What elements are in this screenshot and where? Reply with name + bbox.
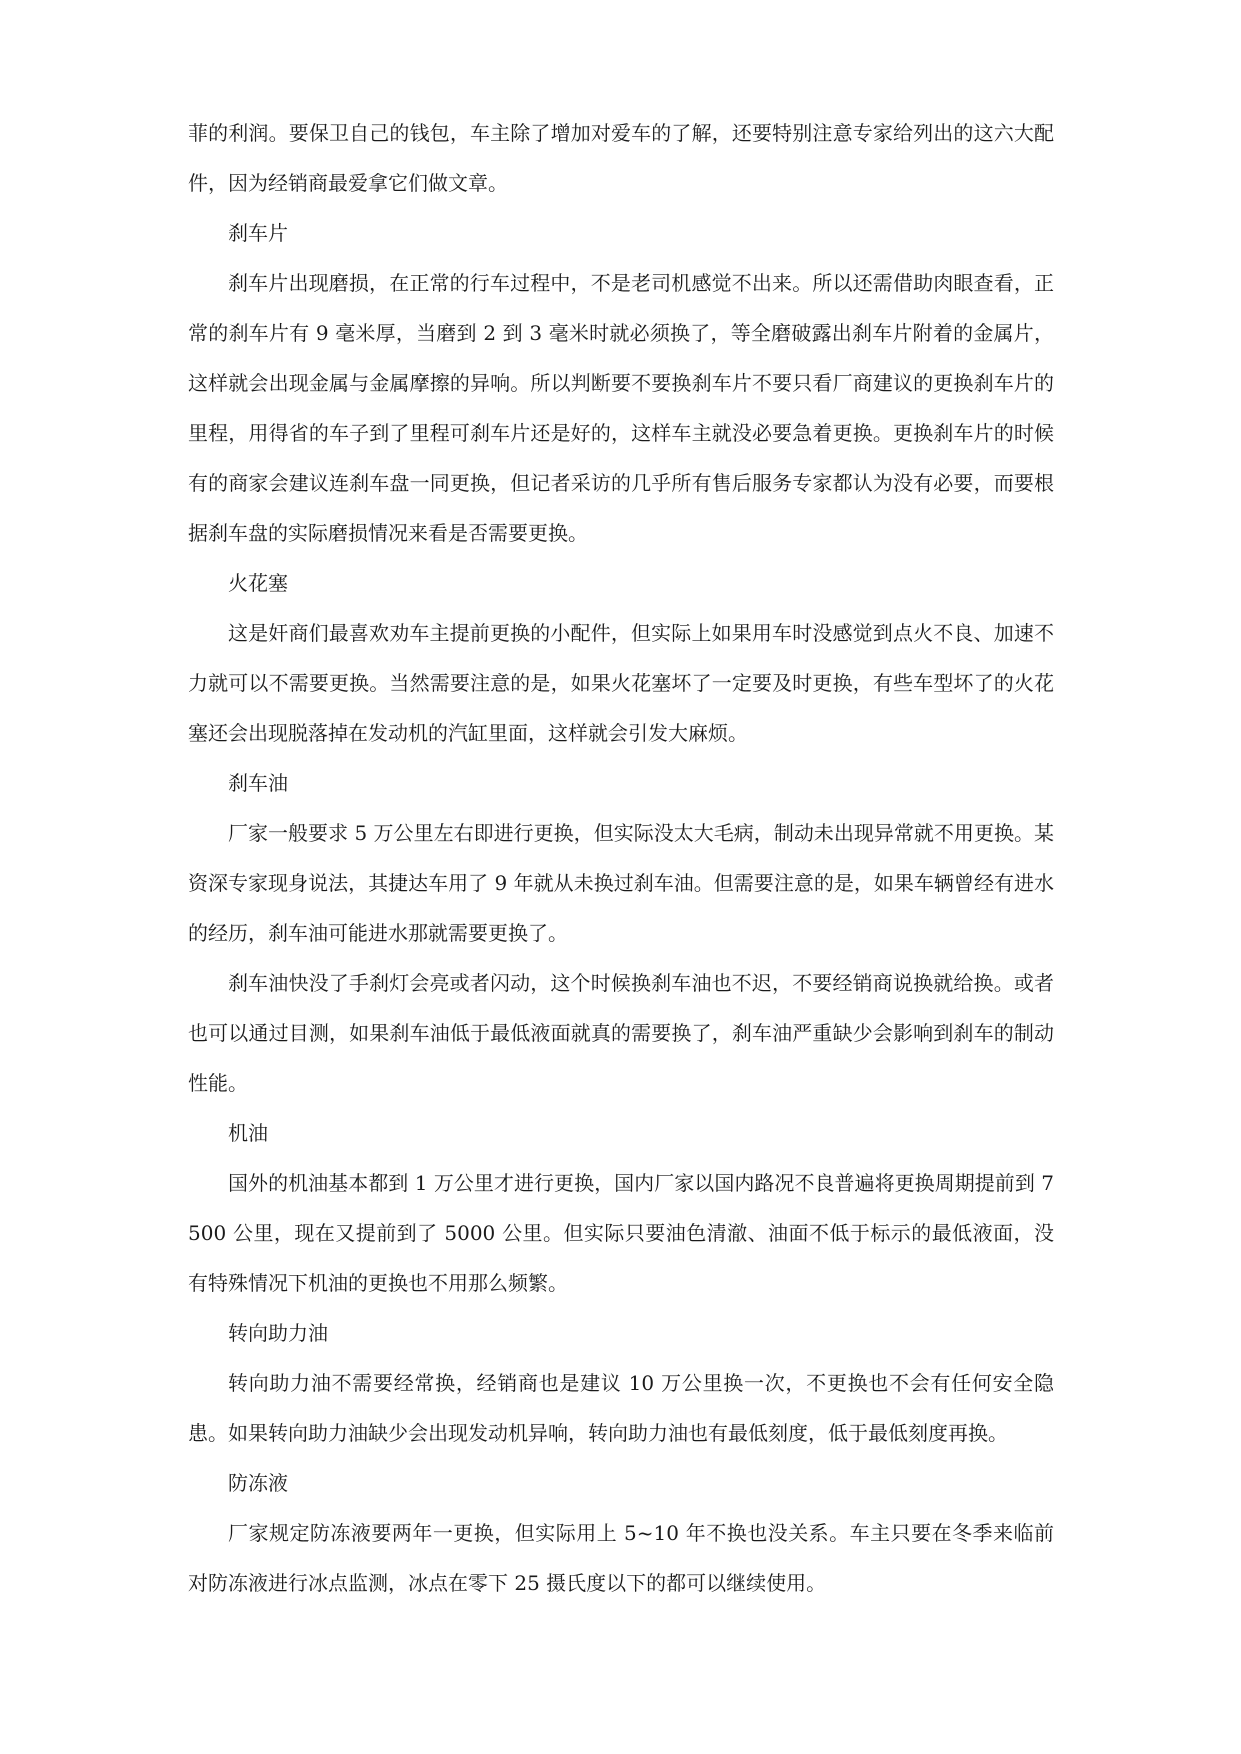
section-heading: 火花塞 (228, 571, 288, 595)
body-paragraph: 这是奸商们最喜欢劝车主提前更换的小配件，但实际上如果用车时没感觉到点火不良、加速不力就可以不需要更换。当然需要注意的是，如果火花塞坏了一定要及时更换，有些车型坏了的火花塞还会出现脱落掉在发动机的汽缸里面，这样就会引发大麻烦。 (188, 621, 1054, 745)
section-heading: 刹车片 (228, 221, 288, 245)
section-heading: 刹车油 (228, 771, 288, 795)
body-paragraph: 菲的利润。要保卫自己的钱包，车主除了增加对爱车的了解，还要特别注意专家给列出的这六大配件，因为经销商最爱拿它们做文章。 (188, 121, 1054, 195)
section-heading: 转向助力油 (228, 1321, 328, 1345)
section-heading: 机油 (228, 1121, 268, 1145)
body-paragraph: 厂家规定防冻液要两年一更换，但实际用上 5~10 年不换也没关系。车主只要在冬季来临前对防冻液进行冰点监测，冰点在零下 25 摄氏度以下的都可以继续使用。 (188, 1521, 1054, 1595)
body-paragraph: 厂家一般要求 5 万公里左右即进行更换，但实际没太大毛病，制动未出现异常就不用更换。某资深专家现身说法，其捷达车用了 9 年就从未换过刹车油。但需要注意的是，如果车辆曾经有进水的经历，刹车油可能进水那就需要更换了。 (188, 821, 1054, 945)
body-paragraph: 转向助力油不需要经常换，经销商也是建议 10 万公里换一次，不更换也不会有任何安全隐患。如果转向助力油缺少会出现发动机异响，转向助力油也有最低刻度，低于最低刻度再换。 (188, 1371, 1054, 1445)
section-heading: 防冻液 (228, 1471, 288, 1495)
body-paragraph: 国外的机油基本都到 1 万公里才进行更换，国内厂家以国内路况不良普遍将更换周期提前到 7500 公里，现在又提前到了 5000 公里。但实际只要油色清澈、油面不低于标示的最低液面，没有特殊情况下机油的更换也不用那么频繁。 (188, 1171, 1054, 1295)
document-page (188, 108, 1054, 1608)
body-paragraph: 刹车片出现磨损，在正常的行车过程中，不是老司机感觉不出来。所以还需借助肉眼查看，正常的刹车片有 9 毫米厚，当磨到 2 到 3 毫米时就必须换了，等全磨破露出刹车片附着的金属片，这样就会出现金属与金属摩擦的异响。所以判断要不要换刹车片不要只看厂商建议的更换刹车片的里程，用得省的车子到了里程可刹车片还是好的，这样车主就没必要急着更换。更换刹车片的时候有的商家会建议连刹车盘一同更换，但记者采访的几乎所有售后服务专家都认为没有必要，而要根据刹车盘的实际磨损情况来看是否需要更换。 (188, 271, 1054, 545)
body-paragraph: 刹车油快没了手刹灯会亮或者闪动，这个时候换刹车油也不迟，不要经销商说换就给换。或者也可以通过目测，如果刹车油低于最低液面就真的需要换了，刹车油严重缺少会影响到刹车的制动性能。 (188, 971, 1054, 1095)
